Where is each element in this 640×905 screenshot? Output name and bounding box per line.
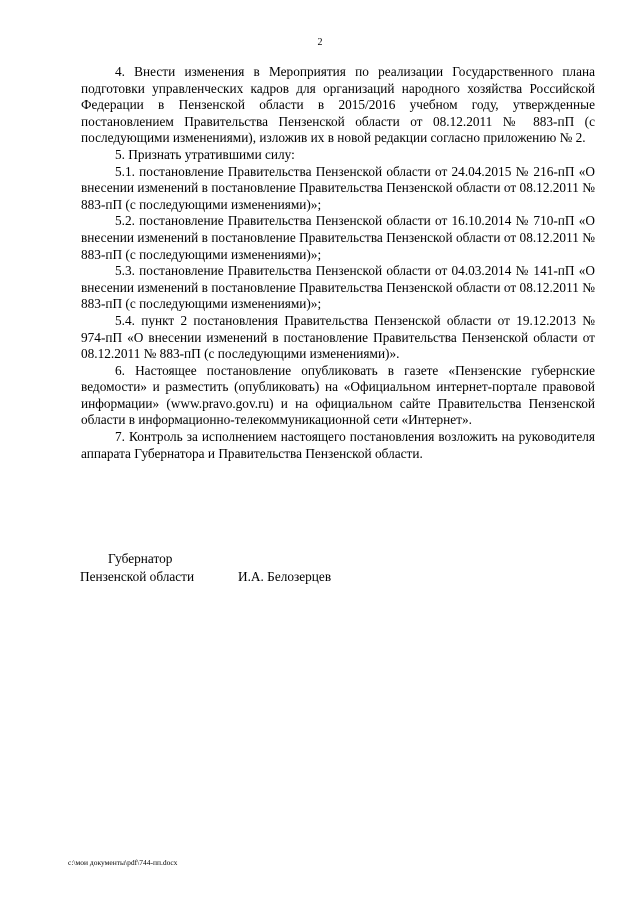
paragraph-5-3: 5.3. постановление Правительства Пензенской области от 04.03.2014 № 141-пП «О внесении изменений в постановление Правительства Пензенской области от 08.12.2011 № 883-пП (с последующими изменениями)»; [81,263,595,312]
signatory-title: Губернатор [108,551,173,566]
paragraph-5-1: 5.1. постановление Правительства Пензенской области от 24.04.2015 № 216-пП «О внесении изменений в постановление Правительства Пензенской области от 08.12.2011 № 883-пП (с последующими изменениями)»; [81,163,595,212]
signature-block [80,550,331,586]
file-path-footer: c:\мои документы\pdf\744-пп.docx [68,858,178,867]
paragraph-7: 7. Контроль за исполнением настоящего постановления возложить на руководителя аппарата Губернатора и Правительства Пензенской области. [81,429,595,461]
signatory-name: И.А. Белозерцев [238,569,332,584]
paragraph-5-2: 5.2. постановление Правительства Пензенской области от 16.10.2014 № 710-пП «О внесении изменений в постановление Правительства Пензенской области от 08.12.2011 № 883-пП (с последующими изменениями)»; [81,213,595,262]
paragraph-5-4: 5.4. пункт 2 постановления Правительства Пензенской области от 19.12.2013 № 974-пП «О внесении изменений в постановление Правительства Пензенской области от 08.12.2011 № 883-пП (с последующими изменениями)». [81,312,595,362]
page-number: 2 [317,37,323,48]
paragraph-5: 5. Признать утратившими силу: [115,146,295,162]
signatory-region: Пензенской области [80,569,195,584]
paragraph-4: 4. Внести изменения в Мероприятия по реализации Государственного плана подготовки управленческих кадров для организаций народного хозяйства Российской Федерации в Пензенской области в 2015/2016 учебном году, утвержденные постановлением Правительства Пензенской области от 08.12.2011 № 883-пП (с последующими изменениями), изложив их в новой редакции согласно приложению № 2. [81,64,595,146]
document-body [81,64,595,462]
paragraph-6: 6. Настоящее постановление опубликовать в газете «Пензенские губернские ведомости» и разместить (опубликовать) на «Официальном интернет-портале правовой информации» (www.pravo.gov.ru) и на официальном сайте Правительства Пензенской области в информационно-телекоммуникационной сети «Интернет». [81,362,595,428]
